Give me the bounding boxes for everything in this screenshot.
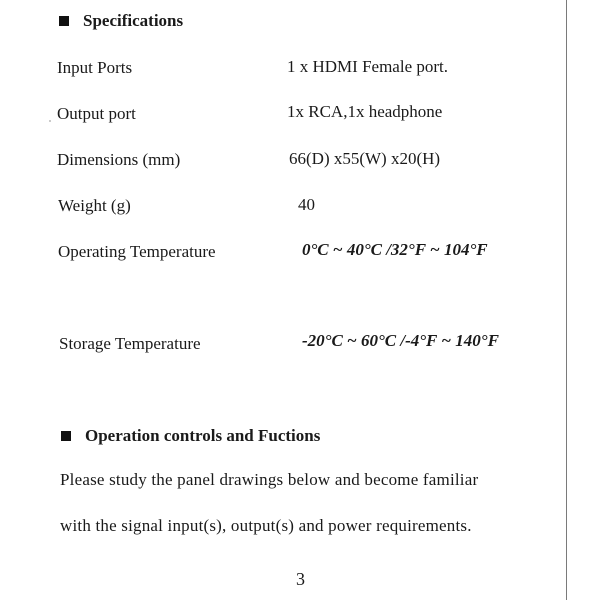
spec-value-input-ports: 1 x HDMI Female port.	[287, 57, 449, 76]
spec-value-output-port: 1x RCA,1x headphone	[287, 102, 443, 121]
scan-speck	[49, 120, 51, 122]
spec-value-dimensions: 66(D) x55(W) x20(H)	[289, 149, 441, 168]
spec-label-storage-temperature: Storage Temperature	[59, 334, 201, 353]
spec-value-weight: 40	[298, 195, 315, 214]
spec-label-weight: Weight (g)	[58, 196, 131, 215]
page-edge-line	[566, 0, 567, 600]
operation-paragraph-line-1: Please study the panel drawings below and become familiar	[60, 470, 479, 489]
spec-label-output-port: Output port	[57, 104, 136, 123]
page-number: 3	[296, 569, 305, 589]
specifications-heading	[59, 11, 183, 31]
spec-label-input-ports: Input Ports	[57, 58, 133, 77]
operation-heading	[61, 426, 320, 446]
spec-label-dimensions: Dimensions (mm)	[57, 150, 181, 169]
spec-value-operating-temperature: 0°C ~ 40°C /32°F ~ 104°F	[302, 240, 488, 259]
spec-value-storage-temperature: -20°C ~ 60°C /-4°F ~ 140°F	[302, 331, 499, 350]
square-bullet-icon	[59, 16, 69, 26]
operation-heading-text: Operation controls and Fuctions	[85, 426, 321, 445]
spec-label-operating-temperature: Operating Temperature	[58, 242, 216, 261]
operation-paragraph-line-2: with the signal input(s), output(s) and power requirements.	[60, 516, 472, 535]
square-bullet-icon	[61, 431, 71, 441]
specifications-heading-text: Specifications	[83, 11, 184, 30]
